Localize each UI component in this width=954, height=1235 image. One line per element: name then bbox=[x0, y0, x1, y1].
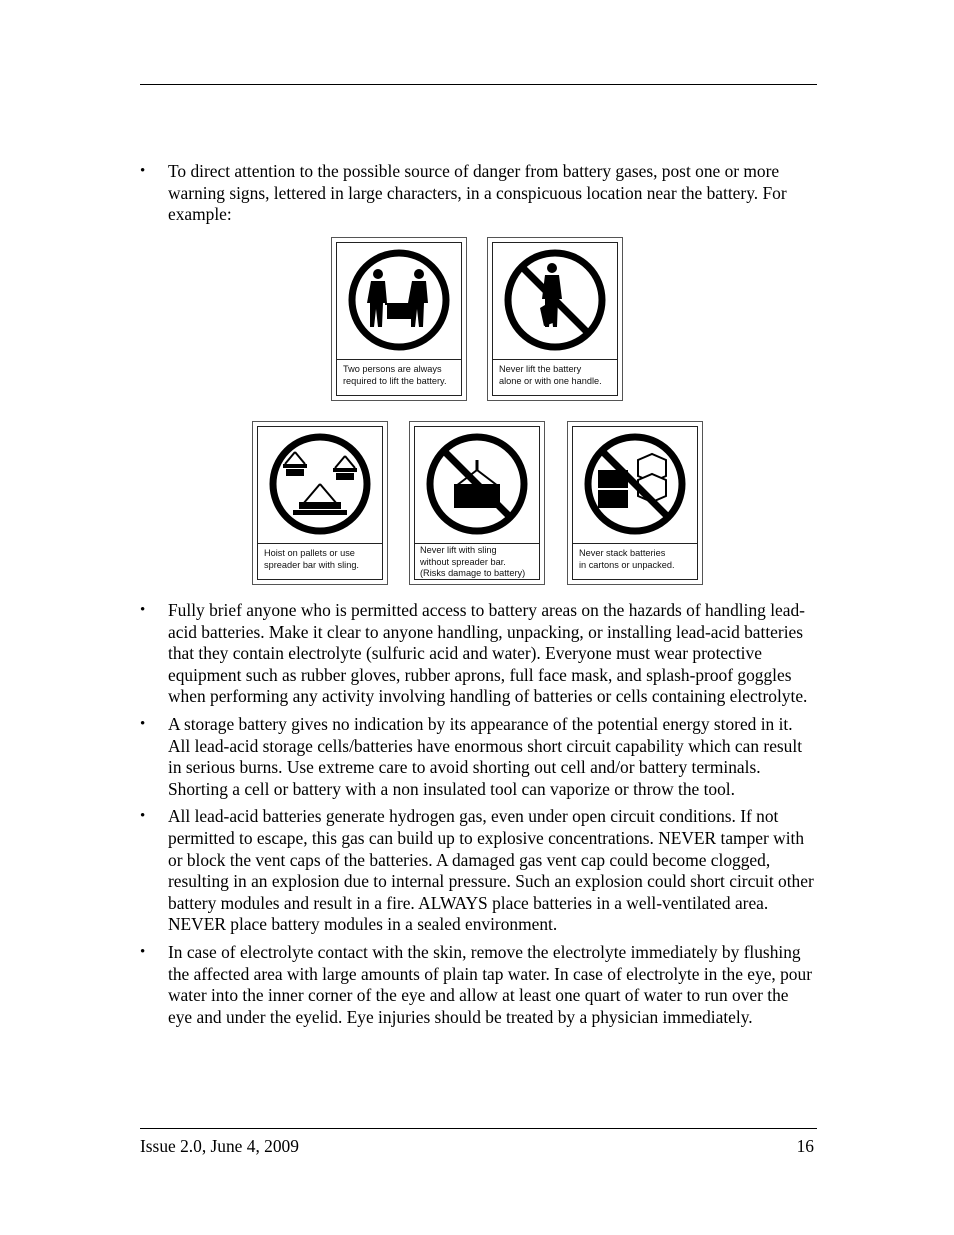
sign-hoist-pallets bbox=[252, 421, 388, 585]
sign-no-stacking bbox=[567, 421, 703, 585]
hoist-pallet-icon bbox=[253, 422, 387, 535]
footer-rule bbox=[140, 1128, 817, 1129]
page-number: 16 bbox=[796, 1136, 814, 1156]
two-persons-lifting-icon bbox=[332, 238, 466, 351]
bullet-stored-energy: • A storage battery gives no indication by its appearance of the potential energy stored in it. All lead-acid storage cells/batteries have enormous short circuit capability which can result in serious burns. Use extreme care to avoid shorting out cell and/or battery terminals. Shorting a cell or battery with a non insulated tool can vaporize or throw the tool. bbox=[140, 714, 816, 800]
sign-no-sling bbox=[409, 421, 545, 585]
sign-caption: Hoist on pallets or use spreader bar with sling. bbox=[257, 543, 383, 580]
sign-caption: Never stack batteries in cartons or unpacked. bbox=[572, 543, 698, 580]
no-lift-alone-icon bbox=[488, 238, 622, 351]
sign-no-lift-alone bbox=[487, 237, 623, 401]
no-stacking-icon bbox=[568, 422, 702, 535]
bullet-brief-hazards: • Fully brief anyone who is permitted access to battery areas on the hazards of handling lead-acid batteries. Make it clear to anyone handling, unpacking, or installing lead-acid batteries that they contain electrolyte (sulfuric acid and water). Everyone must wear protective equipment such as rubber gloves, rubber aprons, full face mask, and splash-proof goggles when performing any activity involving handling of batteries or cells containing electrolyte. bbox=[140, 600, 816, 708]
no-sling-icon bbox=[410, 422, 544, 535]
sign-caption: Two persons are always required to lift the battery. bbox=[336, 359, 462, 396]
sign-caption: Never lift the battery alone or with one handle. bbox=[492, 359, 618, 396]
safety-bullet-list bbox=[140, 600, 816, 1034]
bullet-electrolyte-contact: • In case of electrolyte contact with the skin, remove the electrolyte immediately by flushing the affected area with large amounts of plain tap water. In case of electrolyte in the eye, pour water into the inner corner of the eye and allow at least one quart of water to run over the eye and under the eyelid. Eye injuries should be treated by a physician immediately. bbox=[140, 942, 816, 1028]
footer-issue: Issue 2.0, June 4, 2009 bbox=[140, 1136, 299, 1156]
header-rule bbox=[140, 84, 817, 85]
bullet-hydrogen-gas: • All lead-acid batteries generate hydrogen gas, even under open circuit conditions. If not permitted to escape, this gas can build up to explosive concentrations. NEVER tamper with or block the vent caps of the batteries. A damaged gas vent cap could become clogged, resulting in an explosion due to internal pressure. Such an explosion could short circuit other battery modules and result in a fire. ALWAYS place batteries in a well-ventilated area. NEVER place battery modules in a sealed environment. bbox=[140, 806, 816, 936]
intro-bullet-list bbox=[140, 161, 816, 226]
sign-caption: Never lift with sling without spreader bar. (Risks damage to battery) bbox=[414, 543, 540, 580]
sign-two-persons bbox=[331, 237, 467, 401]
bullet-warning-signs: • To direct attention to the possible source of danger from battery gases, post one or more warning signs, lettered in large characters, in a conspicuous location near the battery. For example: bbox=[140, 161, 816, 226]
